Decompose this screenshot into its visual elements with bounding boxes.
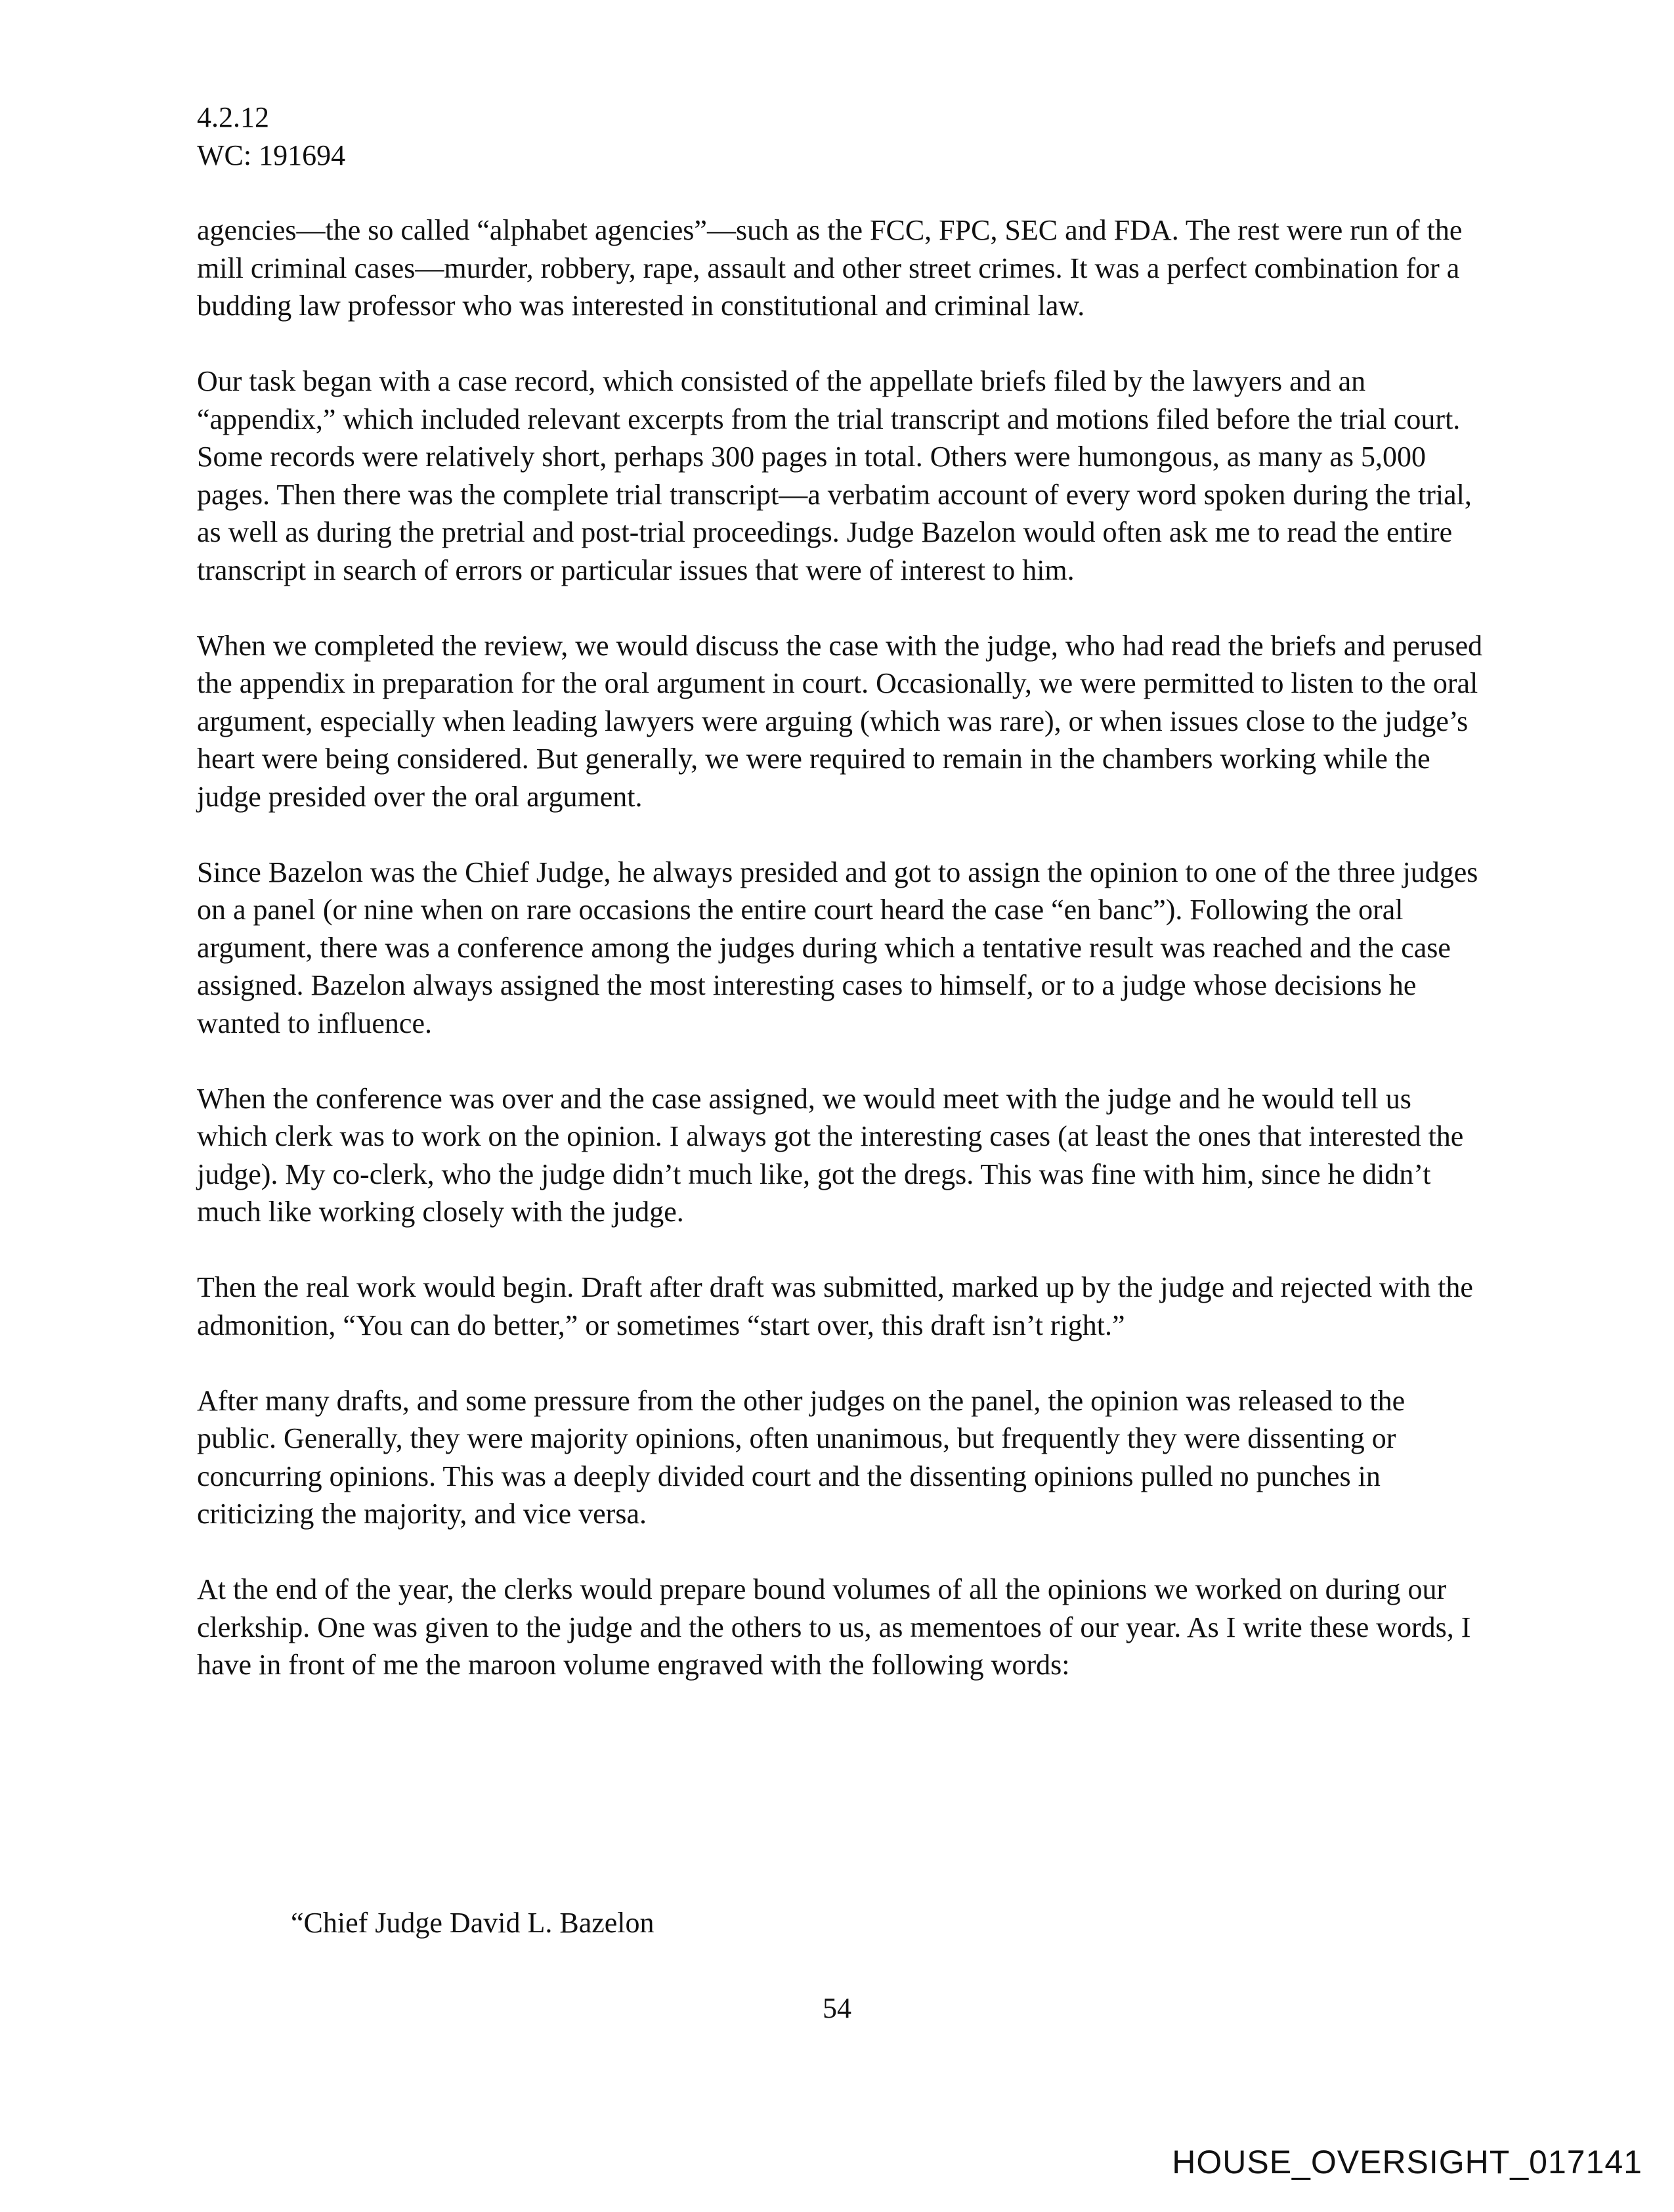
paragraph: When the conference was over and the case assigned, we would meet with the judge and he would tell us which clerk was to work on the opinion. I always got the interesting cases (at least the ones that interested the judge). My co-clerk, who the judge didn’t much like, got the dregs. This was fine with him, since he didn’t much like working closely with the judge. [197,1082,1464,1228]
block-quote: “Chief Judge David L. Bazelon [291,1907,655,1939]
page-header [197,98,345,175]
header-word-count: WC: 191694 [197,139,346,171]
paragraph: When we completed the review, we would discuss the case with the judge, who had read the briefs and perused the appendix in preparation for the oral argument in court. Occasionally, we were permitted to listen to the oral argument, especially when leading lawyers were arguing (which was rare), or when issues close to the judge’s heart were being considered. But generally, we were required to remain in the chambers working while the judge presided over the oral argument. [197,629,1483,813]
header-date: 4.2.12 [197,101,269,133]
paragraph: At the end of the year, the clerks would prepare bound volumes of all the opinions we worked on during our clerkship. One was given to the judge and the others to us, as mementoes of our year. As I write these words, I have in front of me the maroon volume engraved with the following words: [197,1573,1471,1681]
paragraph: Our task began with a case record, which consisted of the appellate briefs filed by the lawyers and an “appendix,” which included relevant excerpts from the trial transcript and motions filed before the trial court. Some records were relatively short, perhaps 300 pages in total. Others were humongous, as many as 5,000 pages. Then there was the complete trial transcript—a verbatim account of every word spoken during the trial, as well as during the pretrial and post-trial proceedings. Judge Bazelon would often ask me to read the entire transcript in search of errors or particular issues that were of interest to him. [197,365,1472,586]
paragraph: agencies—the so called “alphabet agencies”—such as the FCC, FPC, SEC and FDA. The rest were run of the mill criminal cases—murder, robbery, rape, assault and other street crimes. It was a perfect combination for a budding law professor who was interested in constitutional and criminal law. [197,214,1463,322]
bates-stamp: HOUSE_OVERSIGHT_017141 [1172,2144,1642,2180]
body-text [197,211,1484,1722]
paragraph: Since Bazelon was the Chief Judge, he always presided and got to assign the opinion to one of the three judges on a panel (or nine when on rare occasions the entire court heard the case “en banc”). Following the oral argument, there was a conference among the judges during which a tentative result was reached and the case assigned. Bazelon always assigned the most interesting cases to himself, or to a judge whose decisions he wanted to influence. [197,856,1478,1039]
page-number: 54 [823,1992,851,2024]
paragraph: Then the real work would begin. Draft after draft was submitted, marked up by the judge and rejected with the admonition, “You can do better,” or sometimes “start over, this draft isn’t right.” [197,1271,1473,1341]
paragraph: After many drafts, and some pressure from the other judges on the panel, the opinion was released to the public. Generally, they were majority opinions, often unanimous, but frequently they were dissenting or concurring opinions. This was a deeply divided court and the dissenting opinions pulled no punches in criticizing the majority, and vice versa. [197,1384,1406,1530]
